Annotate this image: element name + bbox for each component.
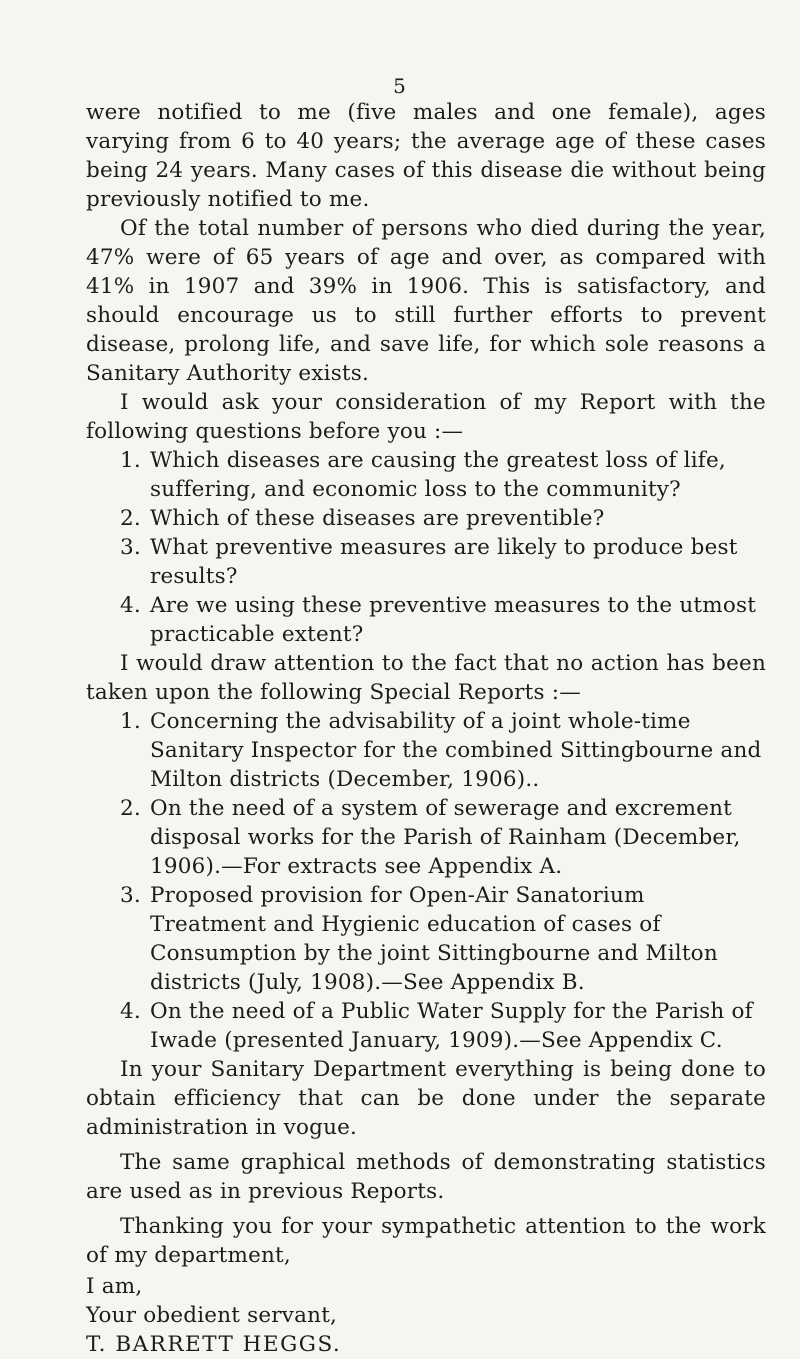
document-body (86, 98, 766, 1359)
list-item-number: 4. (120, 999, 141, 1024)
list-item-text: On the need of a Public Water Supply for the Parish of Iwade (presented January, 1909).—See Appendix C. (150, 999, 753, 1053)
list-item-number: 2. (120, 796, 141, 821)
paragraph-thanks: Thanking you for your sympathetic attention to the work of my department, (86, 1214, 766, 1268)
closing-salutation: Your obedient servant, (86, 1303, 338, 1328)
signature: T. BARRETT HEGGS. (86, 1332, 342, 1357)
list-item-text: Concerning the advisability of a joint whole-time Sanitary Inspector for the combined Sittingbourne and Milton districts (December, 1906).. (150, 709, 762, 792)
list-item-text: What preventive measures are likely to produce best results? (150, 535, 738, 589)
paragraph-mortality-age: Of the total number of persons who died during the year, 47% were of 65 years of age and over, as compared with 41% in 1907 and 39% in 1906. This is satisfactory, and should encourage us to still further efforts to prevent disease, prolong life, and save life, for which sole reasons a Sanitary Authority exists. (86, 216, 766, 386)
list-item-number: 3. (120, 535, 141, 560)
list-item-number: 1. (120, 709, 141, 734)
list-item-text: Are we using these preventive measures to the utmost practicable extent? (150, 593, 757, 647)
list-item-text: Which diseases are causing the greatest loss of life, suffering, and economic loss to the community? (150, 448, 726, 502)
list-item (86, 591, 766, 649)
list-item-number: 1. (120, 448, 141, 473)
list-item-number: 2. (120, 506, 141, 531)
list-item (86, 794, 766, 881)
closing-block (86, 1272, 766, 1359)
list-item (86, 504, 766, 533)
list-item-text: Which of these diseases are preventible? (150, 506, 605, 531)
paragraph-sanitary-department: In your Sanitary Department everything is being done to obtain efficiency that can be done under the separate administration in vogue. (86, 1057, 766, 1140)
list-item (86, 533, 766, 591)
paragraph-questions-intro: I would ask your consideration of my Report with the following questions before you :— (86, 390, 766, 444)
list-item (86, 707, 766, 794)
list-item-text: Proposed provision for Open-Air Sanatorium Treatment and Hygienic education of cases of Consumption by the joint Sittingbourne and Milton districts (July, 1908).—See Appendix B. (150, 883, 718, 995)
list-item-text: On the need of a system of sewerage and excrement disposal works for the Parish of Rainham (December, 1906).—For extracts see Appendix A. (150, 796, 741, 879)
list-item (86, 881, 766, 997)
questions-list (86, 446, 766, 649)
list-item-number: 4. (120, 593, 141, 618)
reports-list (86, 707, 766, 1055)
list-item (86, 446, 766, 504)
paragraph-graphical-methods: The same graphical methods of demonstrating statistics are used as in previous Reports. (86, 1150, 766, 1204)
paragraph-notified-cases: were notified to me (five males and one female), ages varying from 6 to 40 years; the average age of these cases being 24 years. Many cases of this disease die without being previously notified to me. (86, 100, 766, 212)
list-item-number: 3. (120, 883, 141, 908)
closing-line: I am, (86, 1274, 143, 1299)
list-item (86, 997, 766, 1055)
page-number: 5 (393, 74, 407, 98)
paragraph-reports-intro: I would draw attention to the fact that no action has been taken upon the following Special Reports :— (86, 651, 766, 705)
